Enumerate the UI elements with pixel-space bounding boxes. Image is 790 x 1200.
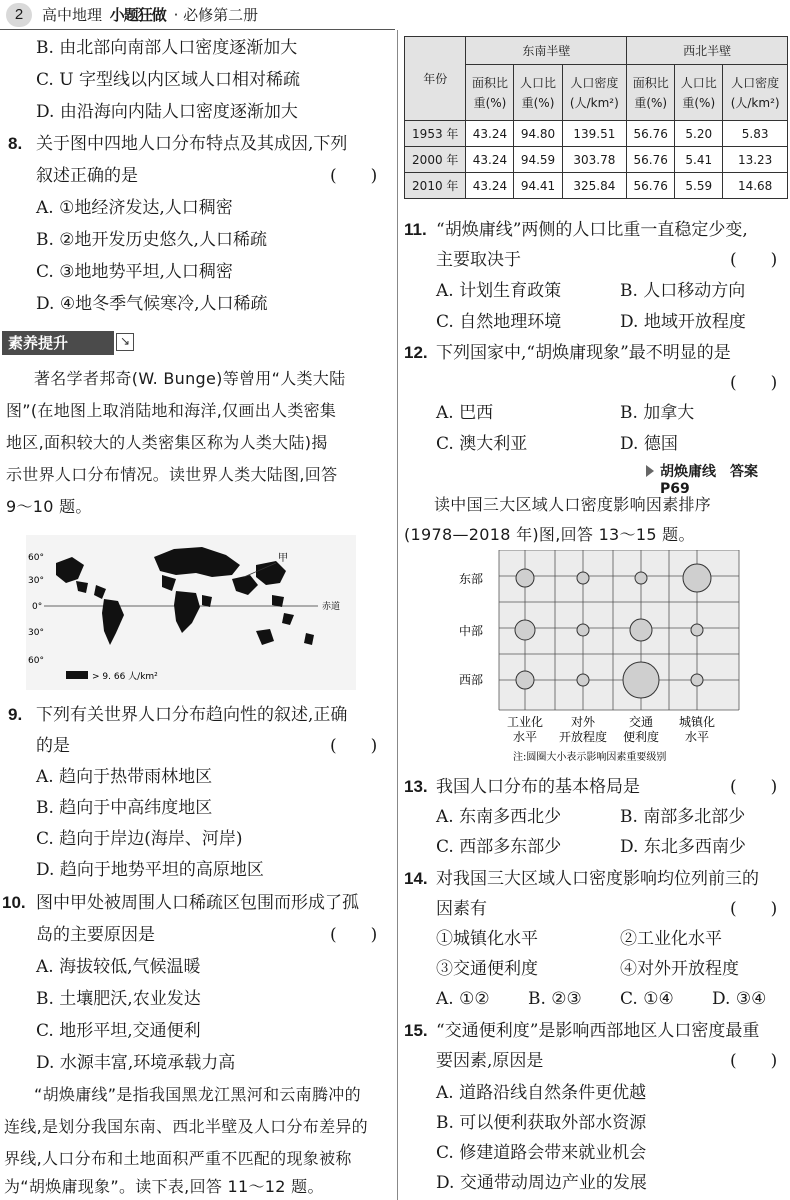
q9-stem-line2: 的是 — [36, 736, 70, 756]
page-header — [0, 0, 790, 30]
factor-bubble-chart — [455, 550, 740, 770]
q10-option-d[interactable]: D. 水源丰富,环境承载力高 — [36, 1053, 236, 1073]
passage2-line4: 为“胡焕庸现象”。读下表,回答 11～12 题。 — [4, 1177, 324, 1196]
q8-stem-line2: 叙述正确的是 — [36, 166, 138, 186]
bubble-east-openness — [577, 572, 589, 584]
world-population-map — [26, 535, 356, 690]
q14-answer-paren[interactable]: ( ) — [730, 899, 778, 919]
q7-option-c[interactable]: C. U 字型线以内区域人口相对稀疏 — [36, 70, 300, 90]
bubble-west-industry — [516, 671, 534, 689]
q11-number: 11. — [404, 220, 427, 239]
q13-stem-line1: 我国人口分布的基本格局是 — [436, 777, 640, 797]
bubble-central-openness — [577, 624, 589, 636]
bubble-east-industry — [516, 569, 534, 587]
bubble-west-urban — [691, 674, 703, 686]
bubble-central-industry — [515, 620, 535, 640]
q11-option-a[interactable]: A. 计划生育政策 — [436, 281, 562, 301]
q12-option-b[interactable]: B. 加拿大 — [620, 403, 695, 423]
q8-option-d[interactable]: D. ④地冬季气候寒冷,人口稀疏 — [36, 294, 268, 314]
bubble-east-transport — [635, 572, 647, 584]
q13-option-d[interactable]: D. 东北多西南少 — [620, 837, 746, 857]
table-header-southeast: 东南半壁 — [466, 37, 627, 65]
q9-option-b[interactable]: B. 趋向于中高纬度地区 — [36, 798, 213, 818]
q15-number: 15. — [404, 1021, 428, 1040]
column-divider — [397, 30, 398, 1200]
col-label-urban-1: 城镇化 — [678, 715, 716, 729]
header-volume: 必修第二册 — [183, 6, 259, 24]
passage2-line3: 界线,人口分布和土地面积严重不匹配的现象被称 — [4, 1149, 352, 1168]
q14-option-a[interactable]: A. ①② — [436, 989, 490, 1009]
q9-option-a[interactable]: A. 趋向于热带雨林地区 — [36, 767, 213, 787]
col-label-industry-2: 水平 — [512, 730, 538, 744]
q8-stem-line1: 关于图中四地人口分布特点及其成因,下列 — [36, 134, 348, 154]
table-subheader-area: 面积比 重(%) — [627, 65, 675, 121]
q12-option-c[interactable]: C. 澳大利亚 — [436, 434, 528, 454]
q9-answer-paren[interactable]: ( ) — [330, 736, 378, 756]
passage1-line1: 著名学者邦奇(W. Bunge)等曾用“人类大陆 — [34, 369, 346, 388]
legend-swatch — [66, 671, 88, 679]
q7-option-b[interactable]: B. 由北部向南部人口密度逐渐加大 — [36, 38, 298, 58]
q13-option-a[interactable]: A. 东南多西北少 — [436, 807, 562, 827]
q14-item-1: ①城镇化水平 — [436, 929, 538, 949]
passage1-line4: 示世界人口分布情况。读世界人类大陆图,回答 — [6, 465, 338, 484]
q9-number: 9. — [8, 705, 23, 724]
passage1-line2: 图”(在地图上取消陆地和海洋,仅画出人类密集 — [6, 401, 337, 420]
q11-option-b[interactable]: B. 人口移动方向 — [620, 281, 746, 301]
q8-answer-paren[interactable]: ( ) — [330, 166, 378, 186]
lat-label-30s: 30° — [28, 628, 44, 638]
table-subheader-density: 人口密度 (人/km²) — [723, 65, 788, 121]
lat-label-60s: 60° — [28, 656, 44, 666]
header-rule — [0, 29, 395, 30]
q12-number: 12. — [404, 343, 428, 362]
q10-option-b[interactable]: B. 土壤肥沃,农业发达 — [36, 989, 201, 1009]
lat-label-30n: 30° — [28, 576, 44, 586]
brand-logo: 小题狂做 — [109, 6, 166, 24]
point-jia-label: 甲 — [278, 553, 288, 564]
q11-stem-line1: “胡焕庸线”两侧的人口比重一直稳定少变, — [436, 220, 748, 240]
q9-option-c[interactable]: C. 趋向于岸边(海岸、河岸) — [36, 829, 243, 849]
table-header-year: 年份 — [405, 37, 466, 121]
row-label-central: 中部 — [459, 624, 484, 638]
q15-option-b[interactable]: B. 可以便利获取外部水资源 — [436, 1113, 647, 1133]
passage2-line2: 连线,是划分我国东南、西北半壁及人口分布差异的 — [4, 1117, 368, 1136]
header-subject: 高中地理 — [42, 6, 103, 24]
col-label-openness-1: 对外 — [570, 715, 596, 729]
q14-number: 14. — [404, 869, 428, 888]
q8-option-c[interactable]: C. ③地地势平坦,人口稠密 — [36, 262, 233, 282]
q12-option-d[interactable]: D. 德国 — [620, 434, 678, 454]
table-subheader-density: 人口密度 (人/km²) — [562, 65, 627, 121]
q11-answer-paren[interactable]: ( ) — [730, 250, 778, 270]
column-labels — [507, 714, 715, 744]
q11-stem-line2: 主要取决于 — [436, 250, 521, 270]
bubble-west-transport — [623, 662, 659, 698]
q15-stem-line2: 要因素,原因是 — [436, 1051, 544, 1071]
header-title — [42, 4, 258, 25]
bubble-west-openness — [577, 674, 589, 686]
q13-option-c[interactable]: C. 西部多东部少 — [436, 837, 562, 857]
q14-item-3: ③交通便利度 — [436, 959, 538, 979]
col-label-industry-1: 工业化 — [506, 715, 544, 729]
q14-option-d[interactable]: D. ③④ — [712, 989, 767, 1009]
q15-stem-line1: “交通便利度”是影响西部地区人口密度最重 — [436, 1021, 760, 1041]
q14-stem-line2: 因素有 — [436, 899, 487, 919]
q14-item-2: ②工业化水平 — [620, 929, 722, 949]
q11-option-d[interactable]: D. 地域开放程度 — [620, 312, 746, 332]
q14-option-b[interactable]: B. ②③ — [528, 989, 582, 1009]
table-row: 1953 年 43.24 94.80 139.51 56.76 5.20 5.83 — [405, 121, 788, 147]
section-tag: 素养提升 — [2, 331, 114, 355]
passage1-line3: 地区,面积较大的人类密集区称为人类大陆)揭 — [6, 433, 328, 452]
table-row: 2000 年 43.24 94.59 303.78 56.76 5.41 13.23 — [405, 147, 788, 173]
answer-reference: 胡焕庸线 答案 P69 — [660, 464, 758, 497]
header-separator: · — [173, 6, 179, 24]
passage1-line5: 9～10 题。 — [6, 497, 92, 516]
table-subheader-area: 面积比 重(%) — [466, 65, 514, 121]
passage3-line1: 读中国三大区域人口密度影响因素排序 — [434, 495, 712, 514]
q12-option-a[interactable]: A. 巴西 — [436, 403, 494, 423]
q14-option-c[interactable]: C. ①④ — [620, 989, 674, 1009]
table-row: 2010 年 43.24 94.41 325.84 56.76 5.59 14.68 — [405, 173, 788, 199]
table-subheader-pop: 人口比 重(%) — [675, 65, 723, 121]
q8-number: 8. — [8, 134, 23, 153]
bubble-central-transport — [630, 619, 652, 641]
col-label-openness-2: 开放程度 — [558, 730, 608, 744]
table-header-northwest: 西北半壁 — [627, 37, 788, 65]
q10-option-c[interactable]: C. 地形平坦,交通便利 — [36, 1021, 201, 1041]
q15-option-a[interactable]: A. 道路沿线自然条件更优越 — [436, 1083, 647, 1103]
q10-stem-line1: 图中甲处被周围人口稀疏区包围而形成了孤 — [36, 893, 359, 913]
passage2-line1: “胡焕庸线”是指我国黑龙江黑河和云南腾冲的 — [34, 1085, 361, 1104]
page-number: 2 — [6, 3, 32, 27]
q10-answer-paren[interactable]: ( ) — [330, 925, 378, 945]
triangle-icon — [646, 465, 654, 477]
q13-answer-paren[interactable]: ( ) — [730, 777, 778, 797]
col-label-transport-1: 交通 — [628, 715, 654, 729]
col-label-urban-2: 水平 — [684, 730, 710, 744]
row-label-west: 西部 — [459, 673, 484, 687]
q12-answer-paren[interactable]: ( ) — [730, 373, 778, 393]
lat-label-0: 0° — [32, 602, 43, 612]
col-label-transport-2: 便利度 — [622, 730, 660, 744]
q15-option-d[interactable]: D. 交通带动周边产业的发展 — [436, 1173, 647, 1193]
q14-item-4: ④对外开放程度 — [620, 959, 739, 979]
q10-stem-line2: 岛的主要原因是 — [36, 925, 155, 945]
q12-stem-line1: 下列国家中,“胡焕庸现象”最不明显的是 — [436, 343, 731, 363]
q8-option-a[interactable]: A. ①地经济发达,人口稠密 — [36, 198, 233, 218]
q10-option-a[interactable]: A. 海拔较低,气候温暖 — [36, 957, 201, 977]
equator-label: 赤道 — [322, 602, 341, 612]
q15-option-c[interactable]: C. 修建道路会带来就业机会 — [436, 1143, 647, 1163]
bubble-central-urban — [691, 624, 703, 636]
q7-option-d[interactable]: D. 由沿海向内陆人口密度逐渐加大 — [36, 102, 298, 122]
legend-label: > 9. 66 人/km² — [92, 672, 158, 682]
hu-line-data-table — [404, 36, 788, 199]
q13-option-b[interactable]: B. 南部多北部少 — [620, 807, 746, 827]
q10-number: 10. — [2, 893, 26, 912]
q13-number: 13. — [404, 777, 428, 796]
passage3-line2: (1978—2018 年)图,回答 13～15 题。 — [404, 525, 695, 544]
arrow-icon: ↘ — [116, 333, 134, 351]
q8-option-b[interactable]: B. ②地开发历史悠久,人口稀疏 — [36, 230, 267, 250]
lat-label-60n: 60° — [28, 553, 44, 563]
q9-option-d[interactable]: D. 趋向于地势平坦的高原地区 — [36, 860, 264, 880]
bubble-east-urban — [683, 564, 711, 592]
q15-answer-paren[interactable]: ( ) — [730, 1051, 778, 1071]
q11-option-c[interactable]: C. 自然地理环境 — [436, 312, 562, 332]
table-subheader-pop: 人口比 重(%) — [514, 65, 562, 121]
q14-stem-line1: 对我国三大区域人口密度影响均位列前三的 — [436, 869, 759, 889]
row-label-east: 东部 — [459, 572, 484, 586]
bubble-note: 注:圆圈大小表示影响因素重要级别 — [513, 752, 667, 763]
q9-stem-line1: 下列有关世界人口分布趋向性的叙述,正确 — [36, 705, 348, 725]
